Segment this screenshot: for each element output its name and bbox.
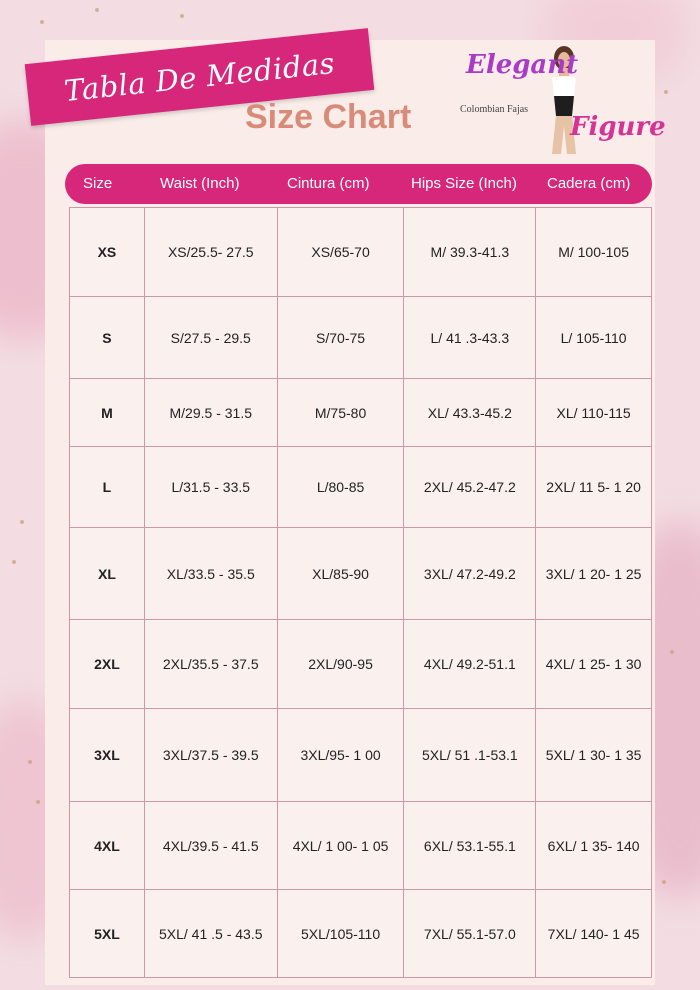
header-hips-inch: Hips Size (Inch)	[411, 175, 517, 192]
cadera-cm-cell: 3XL/ 1 20- 1 25	[536, 528, 652, 620]
waist-inch-cell: L/31.5 - 33.5	[144, 447, 277, 528]
glitter-sparkle	[95, 8, 99, 12]
cadera-cm-cell: 2XL/ 11 5- 1 20	[536, 447, 652, 528]
cadera-cm-cell: 6XL/ 1 35- 140	[536, 802, 652, 890]
hips-inch-cell: 2XL/ 45.2-47.2	[404, 447, 536, 528]
hips-inch-cell: M/ 39.3-41.3	[404, 208, 536, 297]
cadera-cm-cell: XL/ 110-115	[536, 379, 652, 447]
hips-inch-cell: XL/ 43.3-45.2	[404, 379, 536, 447]
table-row	[70, 709, 652, 802]
waist-inch-cell: XL/33.5 - 35.5	[144, 528, 277, 620]
brand-logo	[458, 42, 666, 162]
logo-text-figure: Figure	[570, 112, 666, 142]
table-row	[70, 620, 652, 709]
glitter-sparkle	[12, 560, 16, 564]
glitter-sparkle	[670, 650, 674, 654]
table-row	[70, 528, 652, 620]
hips-inch-cell: 4XL/ 49.2-51.1	[404, 620, 536, 709]
cadera-cm-cell: 5XL/ 1 30- 1 35	[536, 709, 652, 802]
waist-inch-cell: 3XL/37.5 - 39.5	[144, 709, 277, 802]
logo-text-tagline: Colombian Fajas	[460, 104, 529, 115]
waist-inch-cell: 2XL/35.5 - 37.5	[144, 620, 277, 709]
cintura-cm-cell: M/75-80	[277, 379, 404, 447]
header-cadera-cm: Cadera (cm)	[547, 175, 631, 192]
hips-inch-cell: 3XL/ 47.2-49.2	[404, 528, 536, 620]
waist-inch-cell: 5XL/ 41 .5 - 43.5	[144, 890, 277, 978]
cintura-cm-cell: 4XL/ 1 00- 1 05	[277, 802, 404, 890]
table-row	[70, 447, 652, 528]
waist-inch-cell: M/29.5 - 31.5	[144, 379, 277, 447]
cintura-cm-cell: XS/65-70	[277, 208, 404, 297]
size-cell: XS	[70, 208, 145, 297]
header-waist-inch: Waist (Inch)	[160, 175, 240, 192]
title-banner-text: Tabla De Medidas	[62, 45, 337, 109]
cadera-cm-cell: L/ 105-110	[536, 297, 652, 379]
size-cell: 4XL	[70, 802, 145, 890]
size-cell: 3XL	[70, 709, 145, 802]
glitter-sparkle	[40, 20, 44, 24]
glitter-sparkle	[28, 760, 32, 764]
header-cintura-cm: Cintura (cm)	[287, 175, 370, 192]
cadera-cm-cell: M/ 100-105	[536, 208, 652, 297]
waist-inch-cell: 4XL/39.5 - 41.5	[144, 802, 277, 890]
table-row	[70, 379, 652, 447]
page-title: Size Chart	[245, 98, 412, 136]
cintura-cm-cell: XL/85-90	[277, 528, 404, 620]
table-row	[70, 890, 652, 978]
size-cell: 2XL	[70, 620, 145, 709]
cintura-cm-cell: L/80-85	[277, 447, 404, 528]
logo-text-elegant: Elegant	[466, 50, 579, 80]
waist-inch-cell: XS/25.5- 27.5	[144, 208, 277, 297]
cintura-cm-cell: S/70-75	[277, 297, 404, 379]
glitter-sparkle	[662, 880, 666, 884]
table-header-bar	[65, 164, 652, 204]
waist-inch-cell: S/27.5 - 29.5	[144, 297, 277, 379]
table-row	[70, 208, 652, 297]
size-table	[69, 207, 652, 978]
glitter-sparkle	[180, 14, 184, 18]
size-cell: M	[70, 379, 145, 447]
size-cell: S	[70, 297, 145, 379]
glitter-sparkle	[36, 800, 40, 804]
table-row	[70, 802, 652, 890]
size-cell: XL	[70, 528, 145, 620]
cadera-cm-cell: 7XL/ 140- 1 45	[536, 890, 652, 978]
hips-inch-cell: 6XL/ 53.1-55.1	[404, 802, 536, 890]
size-cell: L	[70, 447, 145, 528]
hips-inch-cell: 5XL/ 51 .1-53.1	[404, 709, 536, 802]
hips-inch-cell: 7XL/ 55.1-57.0	[404, 890, 536, 978]
cintura-cm-cell: 2XL/90-95	[277, 620, 404, 709]
cadera-cm-cell: 4XL/ 1 25- 1 30	[536, 620, 652, 709]
cintura-cm-cell: 3XL/95- 1 00	[277, 709, 404, 802]
glitter-sparkle	[20, 520, 24, 524]
table-row	[70, 297, 652, 379]
hips-inch-cell: L/ 41 .3-43.3	[404, 297, 536, 379]
header-size: Size	[83, 175, 113, 192]
cintura-cm-cell: 5XL/105-110	[277, 890, 404, 978]
size-cell: 5XL	[70, 890, 145, 978]
glitter-sparkle	[664, 90, 668, 94]
